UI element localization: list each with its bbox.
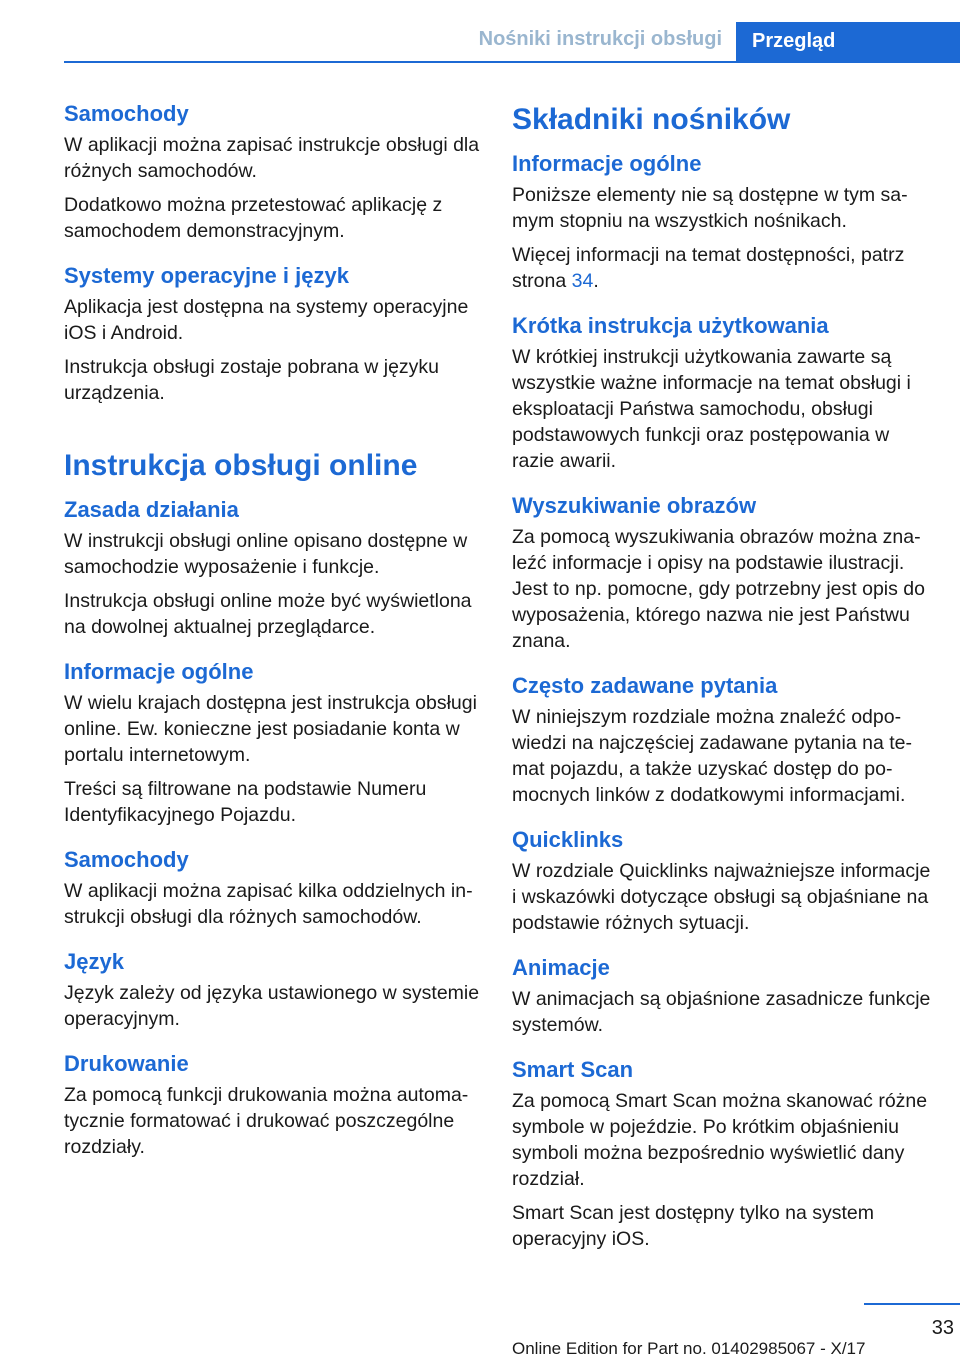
paragraph: Instrukcja obsługi online może być wyświetlona na dowolnej aktualnej przeglądarce. <box>64 590 472 638</box>
section-animacje <box>512 954 932 1038</box>
section-quicklinks <box>512 826 932 936</box>
paragraph: W aplikacji można zapisać kilka oddzielnych instrukcji obsługi dla różnych samochodów. <box>64 880 473 928</box>
section-informacje-online <box>64 658 484 828</box>
section-tab[interactable]: Przegląd <box>736 22 960 61</box>
section-czesto <box>512 672 932 808</box>
paragraph: Treści są filtrowane na podstawie Numeru Identyfikacyjnego Pojazdu. <box>64 778 427 826</box>
paragraph: W animacjach są objaśnione zasadnicze funkcje systemów. <box>512 988 931 1036</box>
heading-zasada: Zasada działania <box>64 497 239 522</box>
heading-wyszukiwanie: Wyszukiwanie obrazów <box>512 493 757 518</box>
paragraph: Smart Scan jest dostępny tylko na system operacyjny iOS. <box>512 1202 874 1250</box>
paragraph: Więcej informacji na temat dostępności, patrz strona 34. <box>512 244 905 292</box>
paragraph: W aplikacji można zapisać instrukcje obsługi dla różnych samochodów. <box>64 134 480 182</box>
heading-animacje: Animacje <box>512 955 610 980</box>
paragraph: W wielu krajach dostępna jest instrukcja obsługi online. Ew. konieczne jest posiadanie konta w portalu internetowym. <box>64 692 477 766</box>
section-systemy <box>64 262 484 406</box>
section-krotka <box>512 312 932 474</box>
section-drukowanie <box>64 1050 484 1160</box>
paragraph: Instrukcja obsługi zostaje pobrana w języku urządzenia. <box>64 356 440 404</box>
page-number: 33 <box>931 1317 954 1339</box>
heading-informacje: Informacje ogólne <box>512 151 702 176</box>
heading-samochody: Samochody <box>64 101 189 126</box>
paragraph: W rozdziale Quicklinks najważniejsze informacje i wskazówki dotyczące obsługi są objaśniane na podstawie różnych sytuacji. <box>512 860 931 934</box>
heading-quicklinks: Quicklinks <box>512 827 624 852</box>
paragraph: W instrukcji obsługi online opisano dostępne w samochodzie wyposażenie i funkcje. <box>64 530 468 578</box>
paragraph: Za pomocą funkcji drukowania można automatycznie formatować i drukować poszczególne rozdziały. <box>64 1084 469 1158</box>
right-column <box>512 100 932 1270</box>
paragraph: Za pomocą Smart Scan można skanować różne symbole w pojeździe. Po krótkim objaśnieniu symboli można bezpośrednio wyświetlić dany rozdział. <box>512 1090 928 1190</box>
paragraph: Za pomocą wyszukiwania obrazów można znaleźć informacje i opisy na podstawie ilustracji. Jest to np. pomocne, gdy potrzebny jest opis do wyposażenia, którego nazwa nie jest Państwu znana. <box>512 526 925 652</box>
footer-divider <box>864 1303 960 1305</box>
page-header <box>0 0 960 62</box>
chapter-title: Nośniki instrukcji obsługi <box>478 28 722 50</box>
heading-samochody: Samochody <box>64 847 189 872</box>
heading-czesto: Często zadawane pytania <box>512 673 778 698</box>
heading-informacje: Informacje ogólne <box>64 659 254 684</box>
header-divider <box>64 61 960 63</box>
section-wyszukiwanie <box>512 492 932 654</box>
section-smart-scan <box>512 1056 932 1252</box>
paragraph: Dodatkowo można przetestować aplikację z samochodem demonstracyjnym. <box>64 194 443 242</box>
paragraph: Poniższe elementy nie są dostępne w tym samym stopniu na wszystkich nośnikach. <box>512 184 908 232</box>
heading-drukowanie: Drukowanie <box>64 1051 189 1076</box>
page-link-34[interactable]: 34 <box>571 270 594 292</box>
section-informacje-ogolne <box>512 150 932 294</box>
paragraph: Aplikacja jest dostępna na systemy operacyjne iOS i Android. <box>64 296 469 344</box>
edition-note: Online Edition for Part no. 01402985067 - X/17 <box>512 1339 866 1358</box>
heading-krotka: Krótka instrukcja użytkowania <box>512 313 829 338</box>
paragraph: W krótkiej instrukcji użytkowania zawarte są wszystkie ważne informacje na temat obsługi i eksploatacji Państwa samochodu, obsługi podstawowych funkcji oraz postępowania w razie awarii. <box>512 346 911 472</box>
section-samochody-online <box>64 846 484 930</box>
left-column <box>64 100 484 1178</box>
heading-instrukcja-online: Instrukcja obsługi online <box>64 449 418 482</box>
heading-systemy: Systemy operacyjne i język <box>64 263 349 288</box>
heading-skladniki: Składniki nośników <box>512 103 791 136</box>
heading-jezyk: Język <box>64 949 124 974</box>
section-zasada <box>64 496 484 640</box>
section-samochody-app <box>64 100 484 244</box>
paragraph: W niniejszym rozdziale można znaleźć odpowiedzi na najczęściej zadawane pytania na temat pojazdu, a także uzyskać dostęp do pomocnych linków z dodatkowymi informacjami. <box>512 706 912 806</box>
section-jezyk <box>64 948 484 1032</box>
paragraph: Język zależy od języka ustawionego w systemie operacyjnym. <box>64 982 480 1030</box>
heading-smart-scan: Smart Scan <box>512 1057 634 1082</box>
